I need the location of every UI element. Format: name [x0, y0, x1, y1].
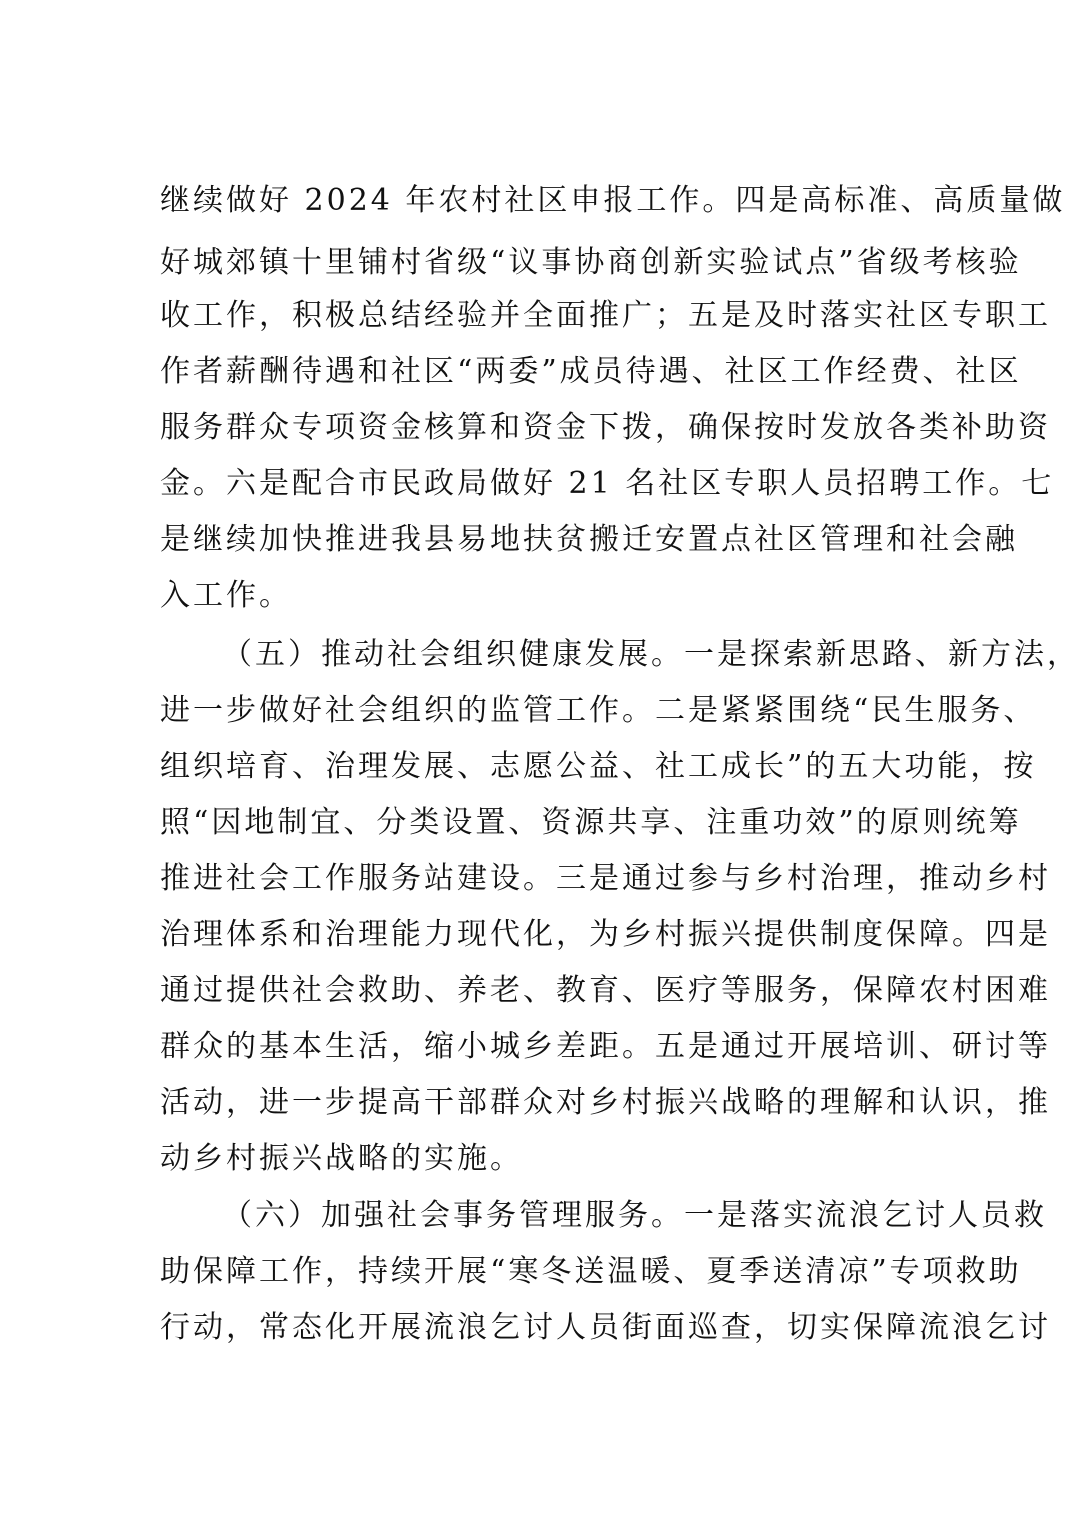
text-line: 作者薪酬待遇和社区“两委”成员待遇、社区工作经费、社区 — [160, 354, 1022, 389]
text-line: 组织培育、治理发展、志愿公益、社工成长”的五大功能，按 — [160, 749, 1037, 784]
text-line: 行动，常态化开展流浪乞讨人员街面巡查，切实保障流浪乞讨 — [160, 1310, 1051, 1345]
paragraph-heading-line: （五）推动社会组织健康发展。一是探索新思路、新方法， — [222, 637, 1080, 672]
text-line: 通过提供社会救助、养老、教育、医疗等服务，保障农村困难 — [160, 973, 1051, 1008]
text-line: 服务群众专项资金核算和资金下拨，确保按时发放各类补助资 — [160, 410, 1051, 445]
text-line: 继续做好 2024 年农村社区申报工作。四是高标准、高质量做 — [160, 183, 1066, 218]
text-line: 金。六是配合市民政局做好 21 名社区专职人员招聘工作。七 — [160, 466, 1055, 501]
text-line: 助保障工作，持续开展“寒冬送温暖、夏季送清凉”专项救助 — [160, 1254, 1022, 1289]
text-line: 是继续加快推进我县易地扶贫搬迁安置点社区管理和社会融 — [160, 522, 1018, 557]
text-line: 推进社会工作服务站建设。三是通过参与乡村治理，推动乡村 — [160, 861, 1051, 896]
text-line: 动乡村振兴战略的实施。 — [160, 1141, 523, 1176]
text-line: 收工作，积极总结经验并全面推广；五是及时落实社区专职工 — [160, 298, 1051, 333]
text-line: 入工作。 — [160, 578, 292, 613]
paragraph-heading-line: （六）加强社会事务管理服务。一是落实流浪乞讨人员救 — [222, 1198, 1047, 1233]
text-line: 群众的基本生活，缩小城乡差距。五是通过开展培训、研讨等 — [160, 1029, 1051, 1064]
text-line: 治理体系和治理能力现代化，为乡村振兴提供制度保障。四是 — [160, 917, 1051, 952]
text-line: 进一步做好社会组织的监管工作。二是紧紧围绕“民生服务、 — [160, 693, 1037, 728]
text-line: 活动，进一步提高干部群众对乡村振兴战略的理解和认识，推 — [160, 1085, 1051, 1120]
text-line: 好城郊镇十里铺村省级“议事协商创新实验试点”省级考核验 — [160, 245, 1022, 280]
text-line: 照“因地制宜、分类设置、资源共享、注重功效”的原则统筹 — [160, 805, 1022, 840]
